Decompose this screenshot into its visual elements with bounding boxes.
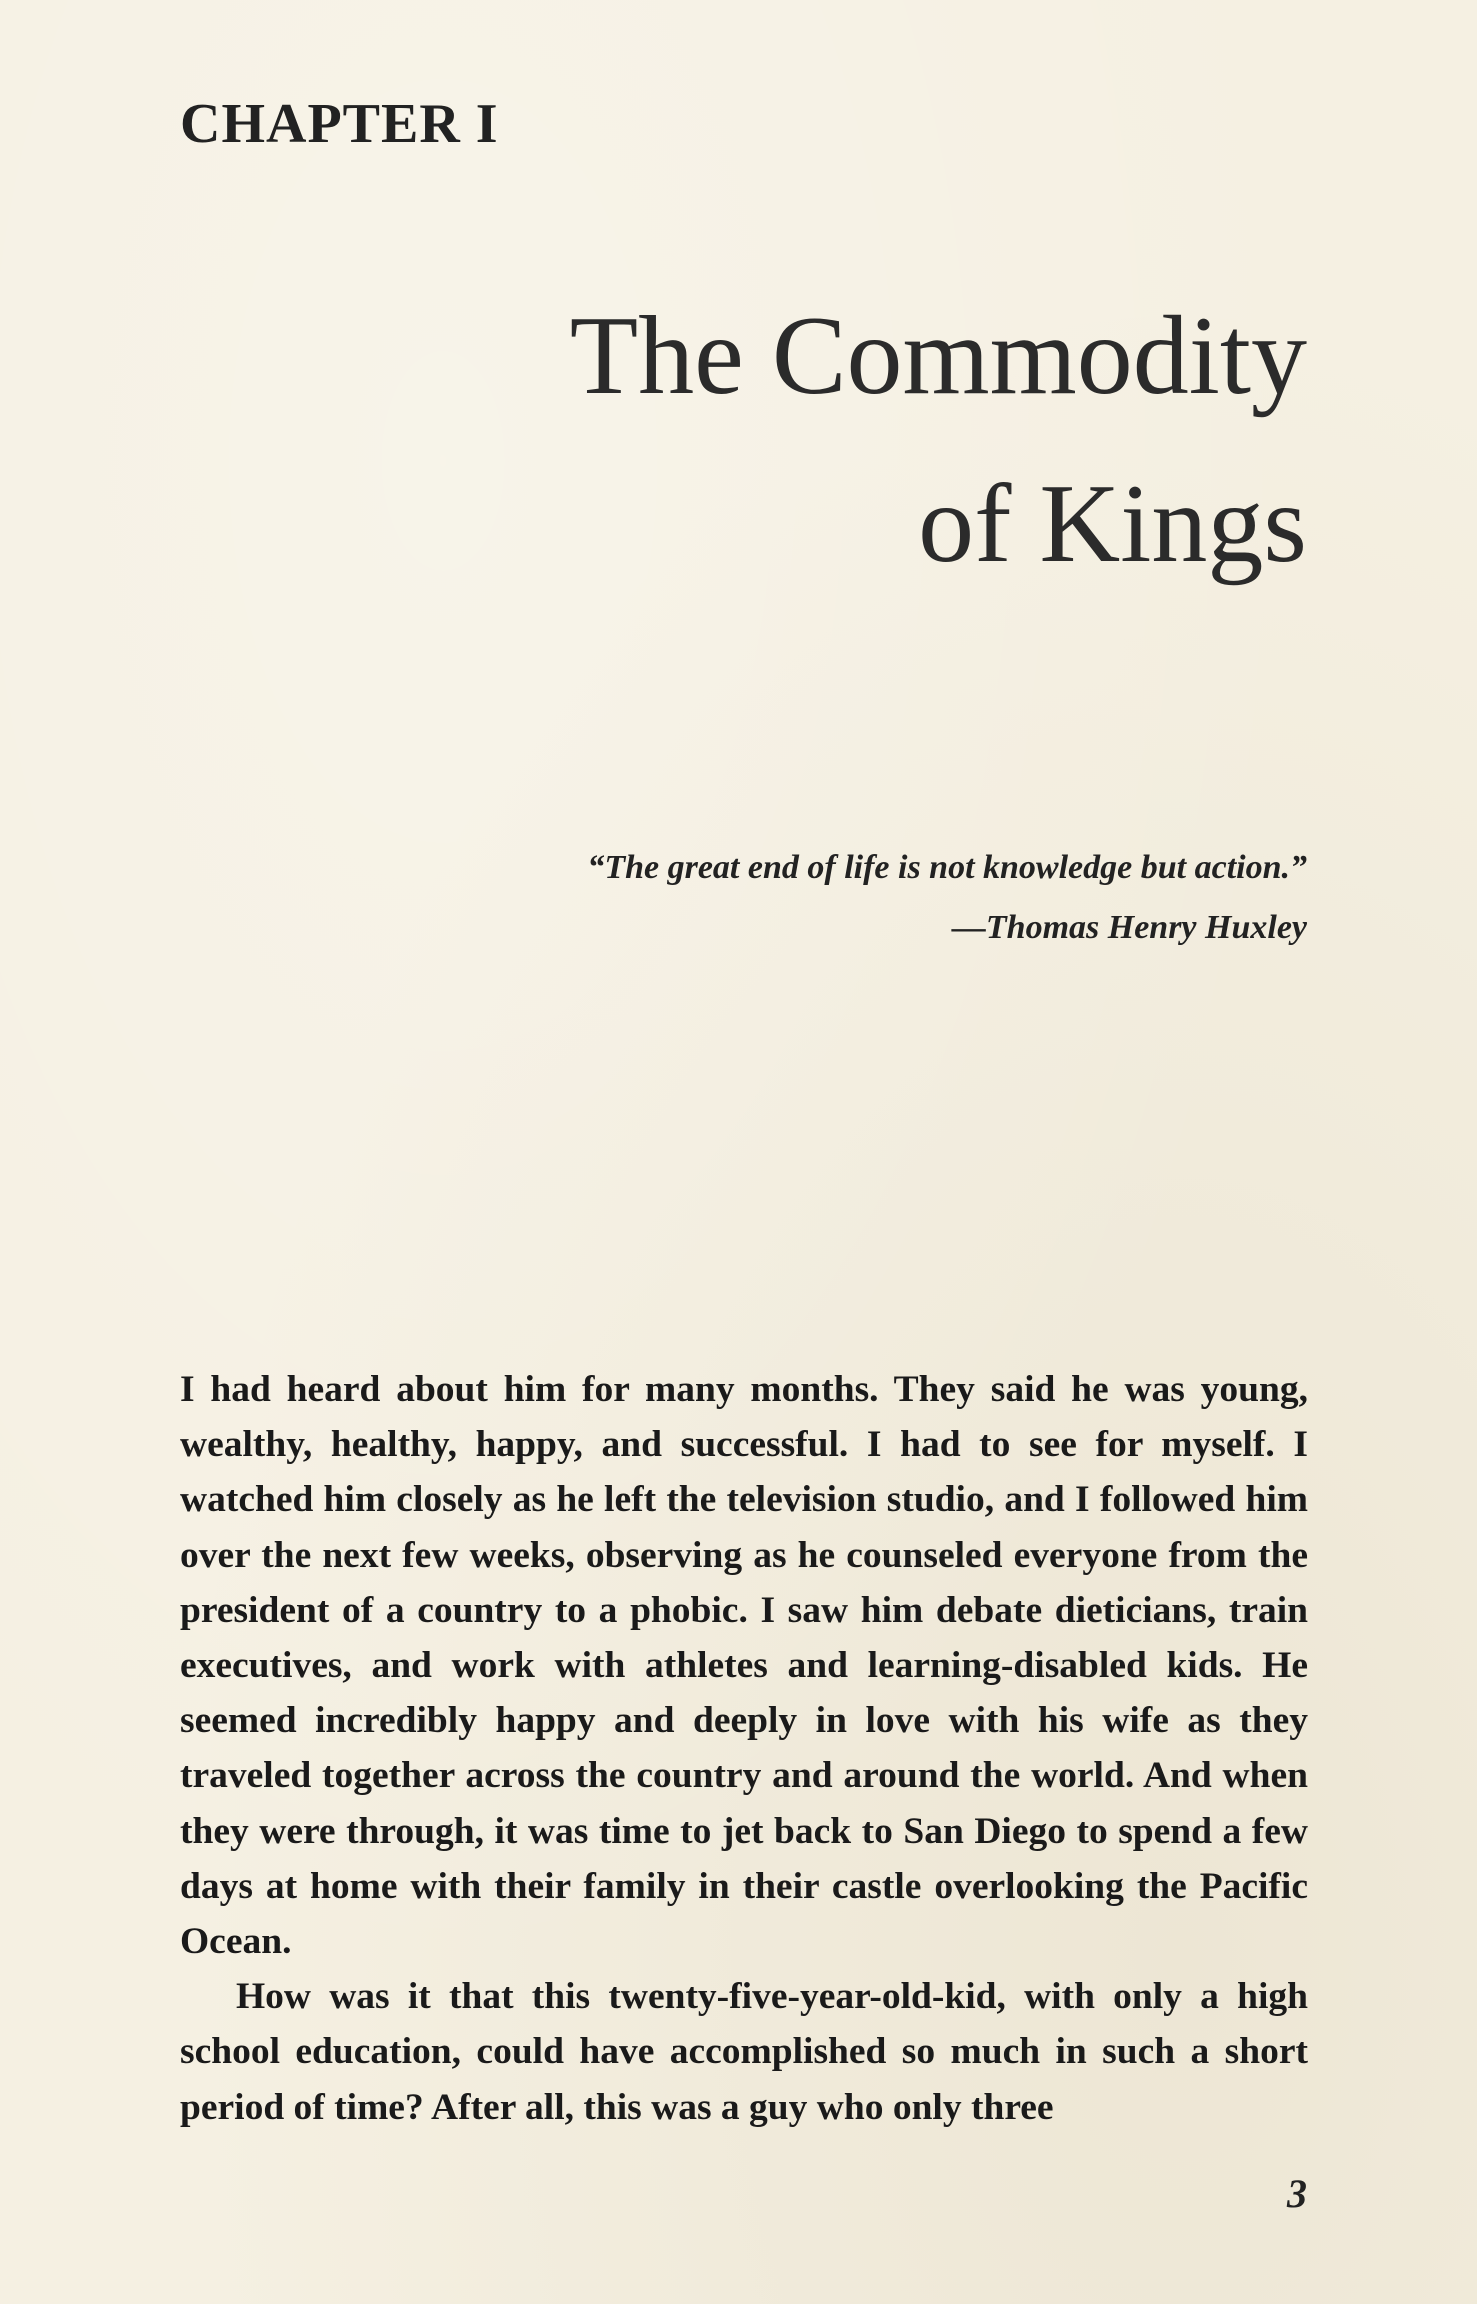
paragraph: I had heard about him for many months. They said he was young, wealthy, healthy, happy, and successful. I had to see for myself. I watched him closely as he left the television studio, and I followed him over the next few weeks, observing as he counseled everyone from the president of a country to a phobic. I saw him debate dieticians, train executives, and work with athletes and learning-disabled kids. He seemed incredibly happy and deeply in love with his wife as they traveled together across the country and around the world. And when they were through, it was time to jet back to San Diego to spend a few days at home with their family in their castle overlooking the Pacific Ocean.: [180, 1369, 1308, 1963]
epigraph-quote: “The great end of life is not knowledge but action.”: [587, 849, 1307, 886]
epigraph: [307, 838, 1307, 958]
chapter-title-line-2: of Kings: [918, 462, 1307, 586]
page-number: 3: [1287, 2171, 1307, 2216]
chapter-title: [307, 272, 1307, 608]
chapter-label: CHAPTER I: [180, 93, 499, 155]
body-text: [180, 1362, 1308, 2135]
epigraph-attribution: —Thomas Henry Huxley: [951, 909, 1307, 946]
chapter-title-line-1: The Commodity: [569, 294, 1307, 418]
paragraph: How was it that this twenty-five-year-old-kid, with only a high school education, could have accomplished so much in such a short period of time? After all, this was a guy who only three: [180, 1976, 1308, 2128]
